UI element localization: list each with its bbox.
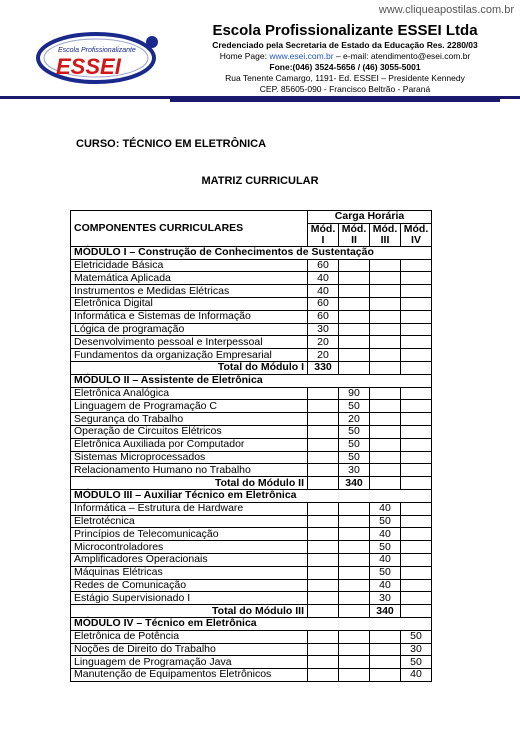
empty-cell	[401, 605, 432, 618]
table-row	[71, 579, 432, 592]
empty-cell	[339, 528, 370, 541]
school-header	[180, 22, 510, 95]
empty-cell	[370, 451, 401, 464]
hours-cell: 60	[308, 297, 339, 310]
empty-cell	[401, 285, 432, 298]
table-row	[71, 387, 432, 400]
carga-horaria-header: Carga Horária	[308, 211, 432, 224]
empty-cell	[401, 349, 432, 362]
empty-cell	[339, 579, 370, 592]
empty-cell	[370, 310, 401, 323]
accreditation-line: Credenciado pela Secretaria de Estado da Educação Res. 2280/03	[212, 40, 478, 50]
empty-cell	[339, 592, 370, 605]
empty-cell	[401, 553, 432, 566]
empty-cell	[370, 297, 401, 310]
table-row	[71, 413, 432, 426]
hours-cell: 40	[370, 553, 401, 566]
curriculum-table	[70, 210, 432, 682]
table-row	[71, 502, 432, 515]
empty-cell	[370, 361, 401, 374]
empty-cell	[308, 502, 339, 515]
empty-cell	[401, 438, 432, 451]
hours-cell: 50	[370, 541, 401, 554]
empty-cell	[370, 656, 401, 669]
header-rule-accent	[170, 97, 500, 102]
contact-line	[180, 51, 510, 62]
empty-cell	[401, 400, 432, 413]
empty-cell	[339, 553, 370, 566]
empty-cell	[308, 605, 339, 618]
empty-cell	[401, 361, 432, 374]
hours-cell: 50	[339, 438, 370, 451]
empty-cell	[370, 400, 401, 413]
hours-cell: 50	[339, 425, 370, 438]
components-header: COMPONENTES CURRICULARES	[71, 211, 308, 247]
empty-cell	[339, 515, 370, 528]
empty-cell	[370, 669, 401, 682]
table-row	[71, 592, 432, 605]
empty-cell	[401, 592, 432, 605]
component-name: Eletrônica Auxiliada por Computador	[71, 438, 308, 451]
col-header-mod-4: Mód. IV	[401, 223, 432, 246]
empty-cell	[339, 310, 370, 323]
empty-cell	[370, 477, 401, 490]
empty-cell	[401, 336, 432, 349]
empty-cell	[370, 285, 401, 298]
empty-cell	[308, 643, 339, 656]
empty-cell	[339, 643, 370, 656]
table-row	[71, 297, 432, 310]
hours-cell: 40	[370, 502, 401, 515]
table-row	[71, 336, 432, 349]
empty-cell	[401, 451, 432, 464]
school-title: Escola Profissionalizante ESSEI Ltda	[212, 22, 478, 39]
table-row	[71, 310, 432, 323]
component-name: Eletrônica de Potência	[71, 630, 308, 643]
hours-cell: 30	[339, 464, 370, 477]
component-name: Estágio Supervisionado I	[71, 592, 308, 605]
empty-cell	[339, 669, 370, 682]
email-text: – e-mail: atendimento@esei.com.br	[333, 51, 471, 61]
empty-cell	[308, 387, 339, 400]
hours-cell: 50	[401, 630, 432, 643]
hours-cell: 50	[339, 451, 370, 464]
empty-cell	[339, 259, 370, 272]
empty-cell	[401, 528, 432, 541]
hours-cell: 30	[308, 323, 339, 336]
empty-cell	[339, 336, 370, 349]
empty-cell	[401, 425, 432, 438]
col-header-mod-2: Mód. II	[339, 223, 370, 246]
component-name: Eletrônica Analógica	[71, 387, 308, 400]
empty-cell	[370, 259, 401, 272]
component-name: Linguagem de Programação Java	[71, 656, 308, 669]
logo-small-text: Escola Profissionalizante	[58, 47, 136, 54]
component-name: Informática – Estrutura de Hardware	[71, 502, 308, 515]
hours-cell: 30	[370, 592, 401, 605]
module-total-value: 340	[370, 605, 401, 618]
essei-logo	[36, 30, 164, 86]
component-name: Microcontroladores	[71, 541, 308, 554]
hours-cell: 40	[370, 528, 401, 541]
hours-cell: 60	[308, 259, 339, 272]
module-heading: MÓDULO II – Assistente de Eletrônica	[71, 374, 432, 387]
empty-cell	[339, 297, 370, 310]
hours-cell: 90	[339, 387, 370, 400]
empty-cell	[370, 464, 401, 477]
empty-cell	[308, 464, 339, 477]
component-name: Eletrotécnica	[71, 515, 308, 528]
empty-cell	[308, 451, 339, 464]
logo-big-text: ESSEI	[56, 54, 121, 79]
empty-cell	[308, 630, 339, 643]
watermark-url: www.cliqueapostilas.com.br	[378, 4, 514, 16]
component-name: Lógica de programação	[71, 323, 308, 336]
empty-cell	[339, 349, 370, 362]
table-row	[71, 541, 432, 554]
hours-cell: 40	[401, 669, 432, 682]
table-row	[71, 425, 432, 438]
empty-cell	[401, 387, 432, 400]
empty-cell	[339, 272, 370, 285]
hours-cell: 40	[370, 579, 401, 592]
component-name: Redes de Comunicação	[71, 579, 308, 592]
empty-cell	[401, 541, 432, 554]
course-title: CURSO: TÉCNICO EM ELETRÔNICA	[76, 138, 267, 150]
empty-cell	[370, 413, 401, 426]
table-row	[71, 349, 432, 362]
empty-cell	[401, 566, 432, 579]
table-row	[71, 438, 432, 451]
component-name: Máquinas Elétricas	[71, 566, 308, 579]
empty-cell	[308, 553, 339, 566]
empty-cell	[339, 656, 370, 669]
matrix-title: MATRIZ CURRICULAR	[201, 175, 319, 187]
component-name: Fundamentos da organização Empresarial	[71, 349, 308, 362]
hours-cell: 40	[308, 272, 339, 285]
empty-cell	[401, 464, 432, 477]
empty-cell	[308, 579, 339, 592]
empty-cell	[339, 285, 370, 298]
hours-cell: 60	[308, 310, 339, 323]
empty-cell	[401, 310, 432, 323]
component-name: Eletricidade Básica	[71, 259, 308, 272]
empty-cell	[308, 515, 339, 528]
component-name: Amplificadores Operacionais	[71, 553, 308, 566]
hours-cell: 20	[308, 336, 339, 349]
empty-cell	[370, 336, 401, 349]
table-row	[71, 643, 432, 656]
empty-cell	[308, 413, 339, 426]
empty-cell	[308, 541, 339, 554]
homepage-label: Home Page:	[219, 51, 270, 61]
empty-cell	[308, 477, 339, 490]
component-name: Linguagem de Programação C	[71, 400, 308, 413]
empty-cell	[370, 643, 401, 656]
address-line: Rua Tenente Camargo, 1191- Ed. ESSEI – Presidente Kennedy	[225, 73, 465, 83]
homepage-link[interactable]: www.esei.com.br	[269, 51, 334, 61]
hours-cell: 50	[370, 515, 401, 528]
empty-cell	[339, 361, 370, 374]
cep-line: CEP. 85605-090 - Francisco Beltrão - Paraná	[259, 84, 431, 94]
empty-cell	[370, 630, 401, 643]
table-row	[71, 656, 432, 669]
col-header-mod-3: Mód. III	[370, 223, 401, 246]
empty-cell	[401, 477, 432, 490]
empty-cell	[308, 528, 339, 541]
table-row	[71, 515, 432, 528]
component-name: Desenvolvimento pessoal e Interpessoal	[71, 336, 308, 349]
empty-cell	[339, 502, 370, 515]
component-name: Manutenção de Equipamentos Eletrônicos	[71, 669, 308, 682]
component-name: Princípios de Telecomunicação	[71, 528, 308, 541]
component-name: Operação de Circuitos Elétricos	[71, 425, 308, 438]
empty-cell	[339, 323, 370, 336]
hours-cell: 20	[339, 413, 370, 426]
empty-cell	[370, 425, 401, 438]
table-row	[71, 553, 432, 566]
component-name: Noções de Direito do Trabalho	[71, 643, 308, 656]
empty-cell	[401, 579, 432, 592]
table-row	[71, 400, 432, 413]
empty-cell	[308, 656, 339, 669]
component-name: Informática e Sistemas de Informação	[71, 310, 308, 323]
component-name: Matemática Aplicada	[71, 272, 308, 285]
empty-cell	[339, 541, 370, 554]
module-total-value: 330	[308, 361, 339, 374]
module-heading: MÓDULO III – Auxiliar Técnico em Eletrônica	[71, 489, 432, 502]
empty-cell	[308, 425, 339, 438]
empty-cell	[308, 566, 339, 579]
hours-cell: 50	[370, 566, 401, 579]
table-row	[71, 323, 432, 336]
module-heading: MÓDULO I – Construção de Conhecimentos de Sustentação	[71, 246, 432, 259]
hours-cell: 50	[401, 656, 432, 669]
component-name: Sistemas Microprocessados	[71, 451, 308, 464]
component-name: Instrumentos e Medidas Elétricas	[71, 285, 308, 298]
hours-cell: 20	[308, 349, 339, 362]
empty-cell	[308, 438, 339, 451]
component-name: Relacionamento Humano no Trabalho	[71, 464, 308, 477]
empty-cell	[401, 515, 432, 528]
table-row	[71, 259, 432, 272]
table-row	[71, 464, 432, 477]
hours-cell: 40	[308, 285, 339, 298]
table-row	[71, 669, 432, 682]
table-row	[71, 451, 432, 464]
module-heading: MÓDULO IV – Técnico em Eletrônica	[71, 617, 432, 630]
empty-cell	[370, 272, 401, 285]
table-row	[71, 285, 432, 298]
module-total-label: Total do Módulo I	[71, 361, 308, 374]
empty-cell	[308, 669, 339, 682]
module-total-label: Total do Módulo III	[71, 605, 308, 618]
table-row	[71, 630, 432, 643]
empty-cell	[308, 592, 339, 605]
component-name: Eletrônica Digital	[71, 297, 308, 310]
empty-cell	[339, 566, 370, 579]
component-name: Segurança do Trabalho	[71, 413, 308, 426]
empty-cell	[370, 323, 401, 336]
table-row	[71, 528, 432, 541]
table-row	[71, 566, 432, 579]
empty-cell	[339, 630, 370, 643]
table-row	[71, 272, 432, 285]
empty-cell	[370, 438, 401, 451]
empty-cell	[308, 400, 339, 413]
empty-cell	[401, 413, 432, 426]
hours-cell: 30	[401, 643, 432, 656]
empty-cell	[401, 259, 432, 272]
module-total-value: 340	[339, 477, 370, 490]
empty-cell	[401, 297, 432, 310]
empty-cell	[370, 387, 401, 400]
empty-cell	[339, 605, 370, 618]
module-total-label: Total do Módulo II	[71, 477, 308, 490]
col-header-mod-1: Mód. I	[308, 223, 339, 246]
empty-cell	[401, 272, 432, 285]
empty-cell	[401, 502, 432, 515]
empty-cell	[401, 323, 432, 336]
phone-line: Fone:(046) 3524-5656 / (46) 3055-5001	[269, 62, 421, 72]
empty-cell	[370, 349, 401, 362]
hours-cell: 50	[339, 400, 370, 413]
